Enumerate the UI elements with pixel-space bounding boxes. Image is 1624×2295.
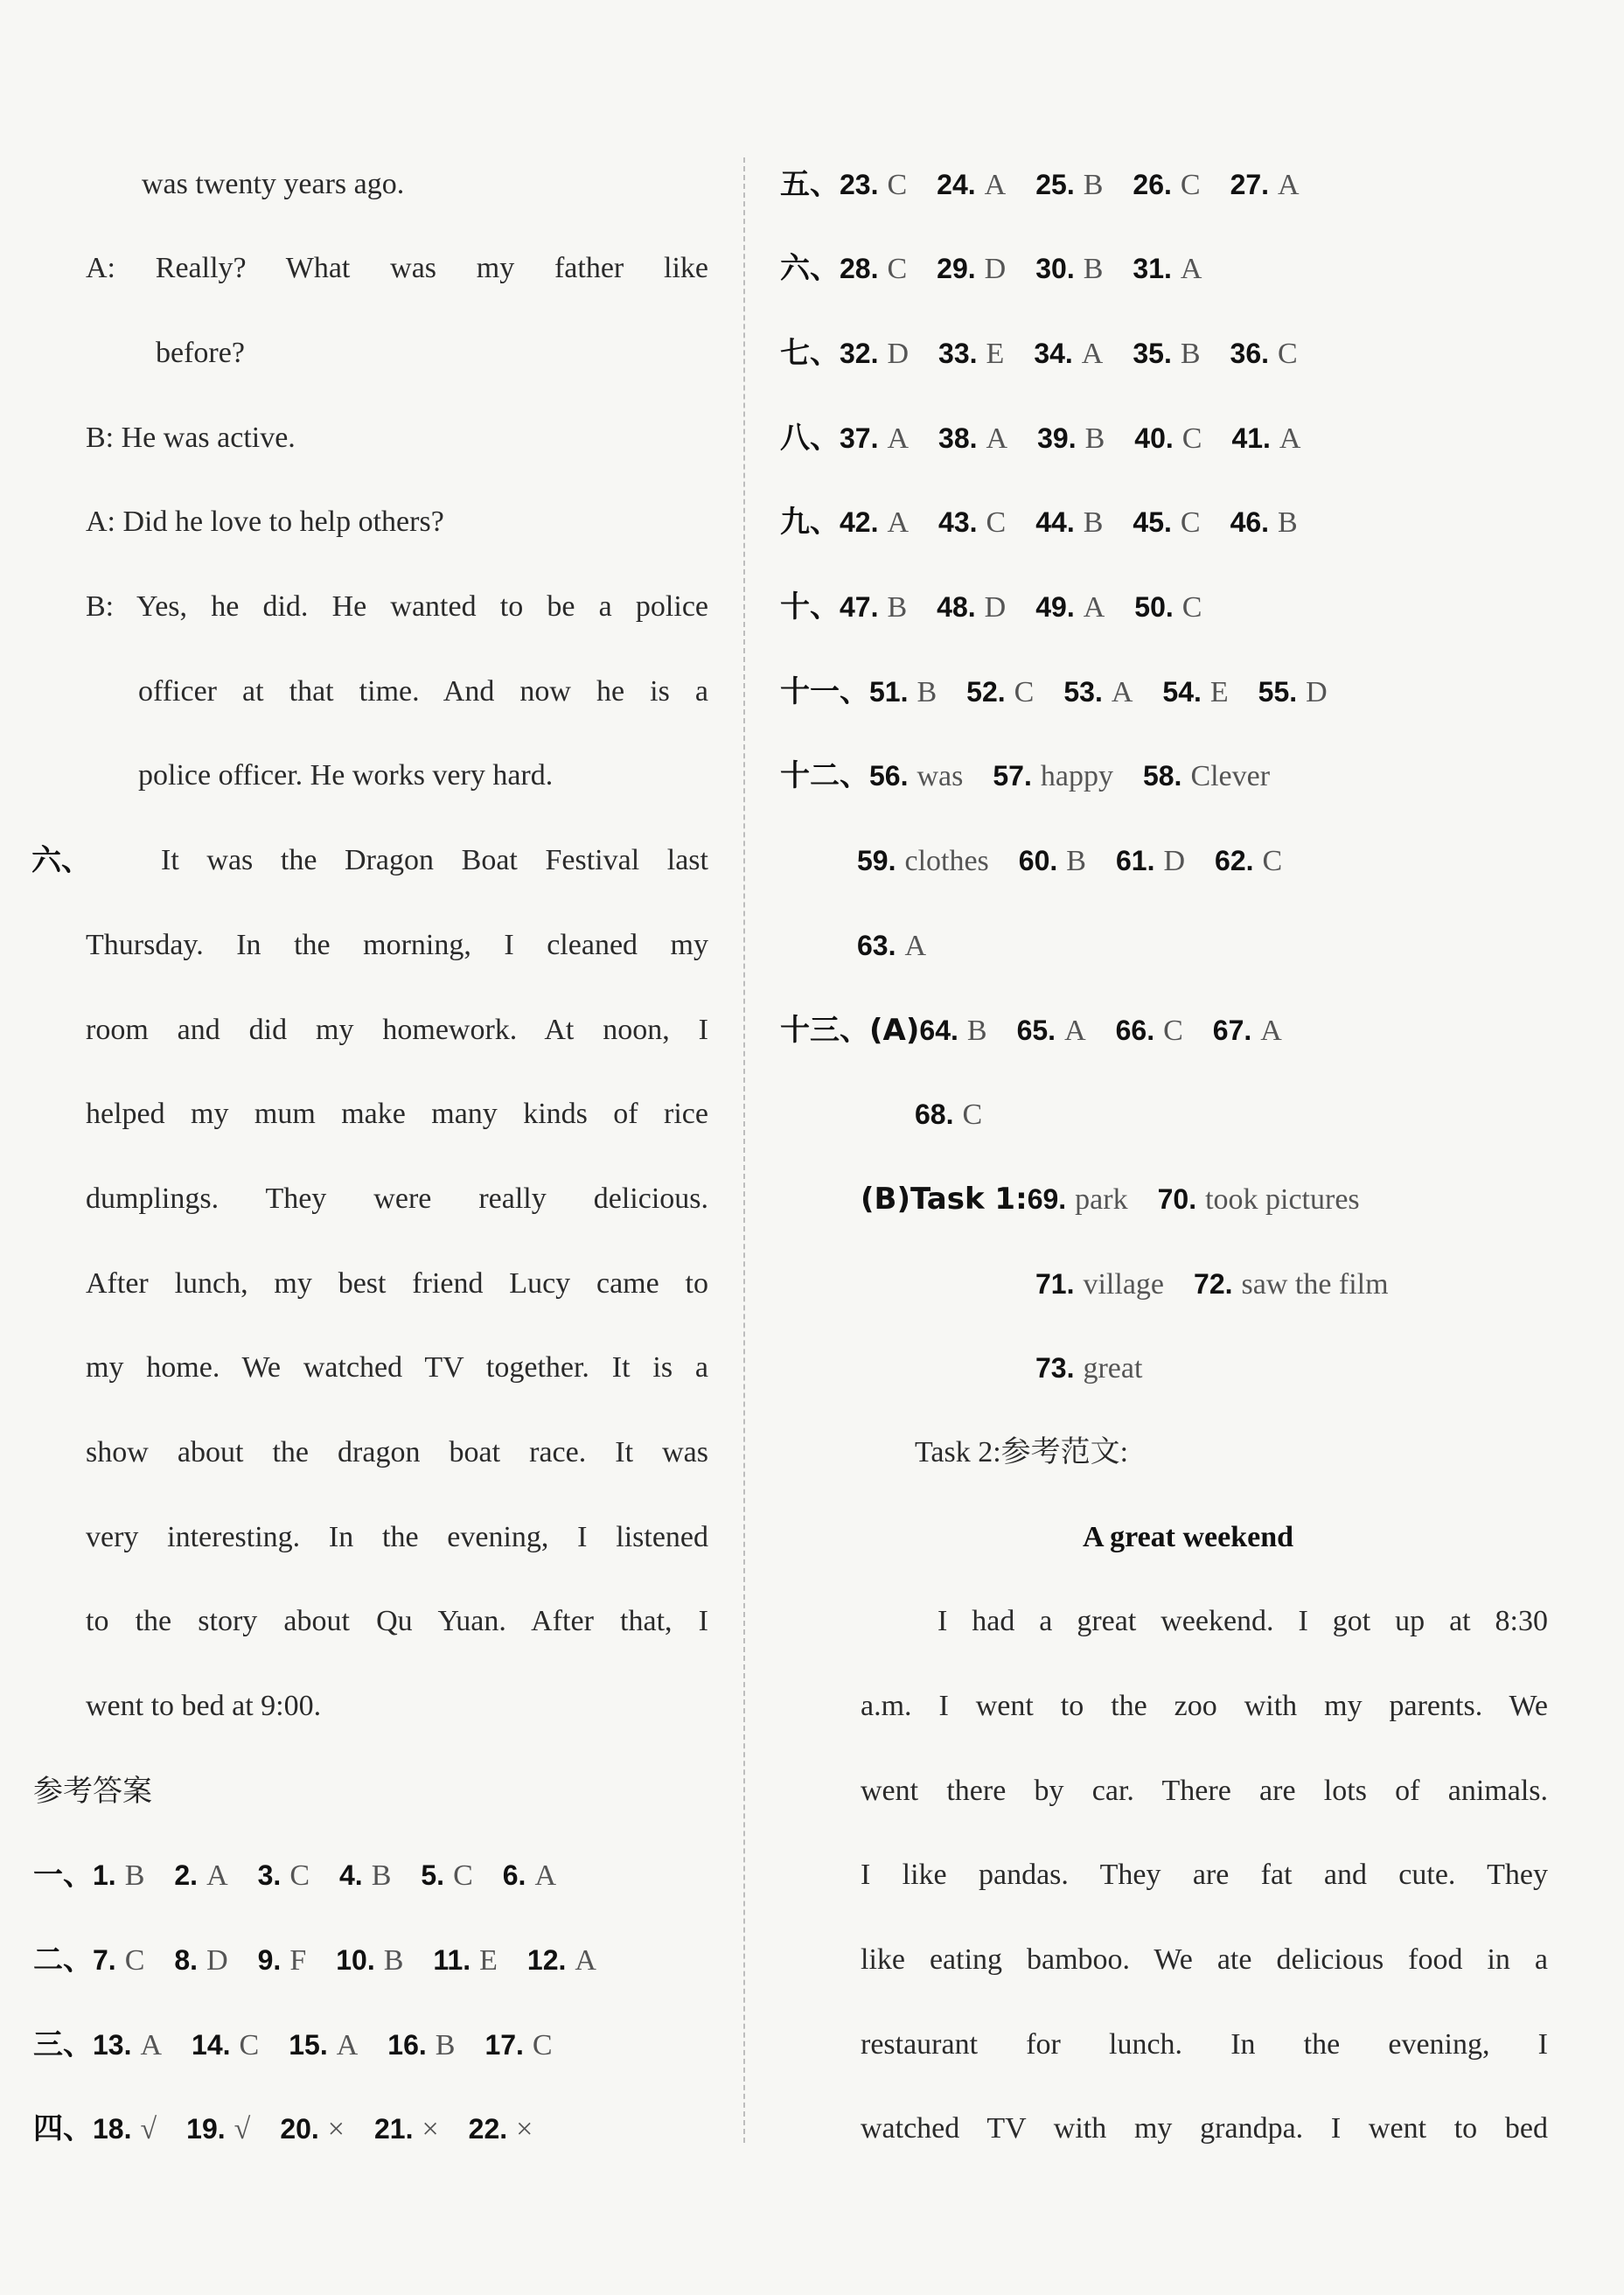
answer-value: park [1075, 1183, 1128, 1216]
answer-item [1158, 1179, 1390, 1220]
answer-item [258, 1940, 337, 1981]
question-number: 72. [1194, 1268, 1233, 1300]
answer-item [1034, 333, 1133, 374]
answer-value: A [887, 506, 910, 539]
answer-value: A [336, 2029, 359, 2061]
question-number: 14. [192, 2029, 231, 2061]
answer-value: great [1083, 1352, 1143, 1385]
answer-item [1133, 248, 1231, 289]
answer-value: C [1180, 506, 1201, 539]
answer-value: C [887, 253, 908, 285]
answer-value: √ [140, 2113, 157, 2145]
question-number: 25. [1035, 169, 1075, 200]
question-number: 5. [421, 1859, 445, 1891]
question-number: 1. [93, 1859, 116, 1891]
question-number: 22. [468, 2113, 508, 2145]
answer-item [93, 1940, 174, 1981]
answer-value: × [422, 2113, 439, 2145]
question-number: 48. [937, 591, 976, 623]
section-label: 六、 [780, 251, 840, 286]
question-number: 27. [1230, 169, 1270, 200]
essay-line: went there by car. There are lots of animals. [861, 1775, 1548, 1807]
dialogue-line: A: Really? What was my father like [86, 252, 708, 284]
answer-value: A [140, 2029, 163, 2061]
answer-value: E [1209, 676, 1229, 708]
section-label: (B)Task 1: [861, 1182, 1028, 1217]
answer-item [915, 1094, 1012, 1135]
question-number: 65. [1016, 1015, 1056, 1046]
question-number: 56. [869, 760, 909, 792]
task2-label: Task 2:参考范文: [915, 1436, 1129, 1468]
answer-item [1230, 164, 1329, 206]
answer-value: village [1083, 1268, 1165, 1301]
passage-line: show about the dragon boat race. It was [86, 1436, 708, 1468]
essay-line: like eating bamboo. We ate delicious food in a [861, 1943, 1548, 1976]
section-label: 一、 [33, 1858, 93, 1893]
passage-line: helped my mum make many kinds of rice [86, 1098, 708, 1130]
answer-row [780, 672, 1357, 713]
answer-value: B [383, 1944, 404, 1977]
answer-row [780, 248, 1231, 289]
passage-line: After lunch, my best friend Lucy came to [86, 1267, 708, 1300]
answer-item [93, 2109, 186, 2150]
answer-row [1035, 1264, 1418, 1305]
question-number: 55. [1258, 676, 1298, 708]
answer-item [840, 587, 937, 628]
question-number: 11. [433, 1944, 471, 1976]
question-number: 16. [387, 2029, 427, 2061]
answer-value: B [887, 591, 908, 624]
answer-item [289, 2025, 387, 2066]
dialogue-line: B: He was active. [86, 422, 296, 454]
answer-value: A [1180, 253, 1202, 285]
section-label: 十二、 [780, 758, 869, 793]
answer-value: was [917, 760, 964, 792]
answer-value: A [1083, 591, 1105, 624]
answer-row [1035, 1348, 1172, 1389]
answer-value: C [887, 169, 908, 201]
answer-value: C [962, 1099, 983, 1131]
section-6-label: 六、 [31, 843, 91, 878]
answer-value: B [435, 2029, 456, 2061]
answer-item [840, 502, 938, 543]
answer-row [780, 333, 1328, 374]
answer-value: A [1279, 422, 1301, 455]
dialogue-line: B: Yes, he did. He wanted to be a police [86, 590, 708, 623]
answer-value: C [1278, 338, 1298, 370]
section-label: 二、 [33, 1943, 93, 1978]
answer-item [1035, 502, 1133, 543]
answer-item [339, 1855, 421, 1896]
essay-title: A great weekend [1082, 1521, 1294, 1553]
essay-line: restaurant for lunch. In the evening, I [861, 2028, 1548, 2061]
answer-row [33, 1940, 626, 1981]
answer-value: A [1064, 1015, 1086, 1047]
answer-value: A [904, 930, 927, 962]
answer-item [336, 1940, 433, 1981]
section-label: 七、 [780, 336, 840, 371]
essay-line: a.m. I went to the zoo with my parents. We [861, 1690, 1548, 1722]
question-number: 57. [993, 760, 1032, 792]
answer-row [857, 841, 1312, 882]
dialogue-line: before? [156, 337, 245, 369]
answer-item [1230, 333, 1328, 374]
answer-value: C [289, 1859, 310, 1892]
question-number: 73. [1035, 1352, 1075, 1384]
answer-item [374, 2109, 469, 2150]
question-number: 54. [1162, 676, 1202, 708]
answer-value: C [239, 2029, 260, 2061]
question-number: 71. [1035, 1268, 1075, 1300]
answer-item [840, 418, 938, 459]
dialogue-line: police officer. He works very hard. [138, 759, 554, 792]
answer-row [780, 164, 1329, 206]
answer-item [258, 1855, 339, 1896]
question-number: 70. [1157, 1183, 1197, 1215]
answer-value: C [1180, 169, 1201, 201]
answer-item [1133, 333, 1230, 374]
answer-value: A [534, 1859, 556, 1892]
question-number: 52. [966, 676, 1006, 708]
passage-line: room and did my homework. At noon, I [86, 1014, 708, 1046]
answer-item [869, 672, 966, 713]
question-number: 19. [186, 2113, 226, 2145]
answer-item [1028, 1179, 1158, 1220]
answer-row [33, 2109, 562, 2150]
question-number: 47. [840, 591, 879, 623]
answer-item [1134, 587, 1231, 628]
answer-value: saw the film [1241, 1268, 1389, 1301]
question-number: 44. [1035, 506, 1075, 538]
dialogue-line: A: Did he love to help others? [86, 506, 444, 538]
answer-value: A [887, 422, 910, 455]
question-number: 8. [174, 1944, 199, 1976]
answer-row [33, 2025, 582, 2066]
question-number: 66. [1115, 1015, 1155, 1046]
question-number: 45. [1133, 506, 1172, 538]
section-label: 十一、 [780, 674, 869, 709]
question-number: 39. [1037, 422, 1077, 454]
answer-item [1258, 672, 1357, 713]
answer-value: C [532, 2029, 553, 2061]
answer-value: A [1081, 338, 1104, 370]
answer-value: B [1180, 338, 1201, 370]
answer-row [780, 418, 1330, 459]
question-number: 32. [840, 338, 879, 369]
answer-item [186, 2109, 280, 2150]
answer-value: √ [233, 2113, 251, 2145]
column-divider [743, 157, 745, 2143]
question-number: 7. [93, 1944, 116, 1976]
question-number: 59. [857, 845, 896, 876]
answer-value: D [1306, 676, 1328, 708]
question-number: 62. [1215, 845, 1254, 876]
answer-row [780, 1010, 1312, 1051]
answer-value: D [984, 253, 1007, 285]
answer-value: B [1083, 253, 1104, 285]
question-number: 17. [484, 2029, 524, 2061]
answer-value: B [1066, 845, 1086, 877]
question-number: 30. [1035, 253, 1075, 284]
answer-item [1133, 164, 1230, 206]
answer-item [174, 1940, 257, 1981]
answer-row [780, 502, 1328, 543]
answer-item [1019, 841, 1116, 882]
section-label: 五、 [780, 167, 840, 202]
answer-value: × [327, 2113, 345, 2145]
passage-line: my home. We watched TV together. It is a [86, 1351, 708, 1384]
question-number: 35. [1133, 338, 1172, 369]
question-number: 26. [1133, 169, 1172, 200]
question-number: 23. [840, 169, 879, 200]
answer-value: A [986, 422, 1008, 455]
question-number: 60. [1018, 845, 1058, 876]
answer-value: C [986, 506, 1007, 539]
passage-line: Thursday. In the morning, I cleaned my [86, 929, 708, 961]
answer-item [937, 587, 1035, 628]
answer-value: A [206, 1859, 228, 1892]
answer-value: A [1111, 676, 1133, 708]
question-number: 61. [1115, 845, 1155, 876]
answer-item [1035, 1348, 1172, 1389]
question-number: 42. [840, 506, 879, 538]
answer-value: took pictures [1205, 1183, 1360, 1216]
answer-item [1133, 502, 1230, 543]
question-number: 67. [1212, 1015, 1252, 1046]
answer-item [840, 164, 937, 206]
passage-line: very interesting. In the evening, I listened [86, 1521, 708, 1553]
answer-item [484, 2025, 582, 2066]
answer-item [93, 2025, 192, 2066]
answer-row [780, 756, 1300, 797]
answer-item [1037, 418, 1134, 459]
answer-value: A [575, 1944, 596, 1977]
question-number: 31. [1133, 253, 1172, 284]
section-label: 九、 [780, 505, 840, 540]
question-number: 15. [289, 2029, 328, 2061]
answer-item [857, 841, 1019, 882]
answer-value: A [1278, 169, 1300, 201]
question-number: 68. [915, 1099, 954, 1130]
question-number: 21. [373, 2113, 414, 2145]
answer-value: A [1260, 1015, 1282, 1047]
answer-item [1134, 418, 1231, 459]
answer-item [387, 2025, 484, 2066]
answer-row [780, 587, 1231, 628]
answer-item [919, 1010, 1016, 1051]
answer-value: F [289, 1944, 307, 1977]
question-number: 58. [1142, 760, 1182, 792]
question-number: 4. [339, 1859, 363, 1891]
answer-item [503, 1855, 586, 1896]
question-number: 43. [938, 506, 978, 538]
answer-item [1230, 502, 1328, 543]
question-number: 50. [1134, 591, 1174, 623]
answer-item [192, 2025, 289, 2066]
answer-value: B [966, 1015, 987, 1047]
question-number: 49. [1035, 591, 1075, 623]
question-number: 38. [938, 422, 978, 454]
answer-value: A [984, 169, 1007, 201]
question-number: 63. [857, 930, 896, 961]
answer-item [857, 925, 956, 966]
answer-value: B [917, 676, 937, 708]
answer-item [840, 248, 937, 289]
answer-item [1162, 672, 1258, 713]
question-number: 28. [840, 253, 879, 284]
question-number: 69. [1027, 1183, 1067, 1215]
question-number: 40. [1134, 422, 1174, 454]
question-number: 3. [257, 1859, 282, 1891]
answer-value: B [1083, 169, 1104, 201]
question-number: 12. [526, 1944, 567, 1976]
answer-item [938, 418, 1037, 459]
answer-value: C [1262, 845, 1283, 877]
answer-value: B [124, 1859, 145, 1892]
answer-value: B [1278, 506, 1298, 539]
section-label: 八、 [780, 421, 840, 456]
answer-item [993, 756, 1143, 797]
question-number: 33. [938, 338, 978, 369]
answer-item [1063, 672, 1162, 713]
question-number: 64. [919, 1015, 958, 1046]
answer-item [1035, 164, 1133, 206]
answer-value: happy [1040, 760, 1113, 792]
question-number: 41. [1231, 422, 1271, 454]
answers-heading: 参考答案 [33, 1774, 152, 1809]
answer-item [1215, 841, 1312, 882]
answer-item [937, 164, 1035, 206]
essay-line: I like pandas. They are fat and cute. They [861, 1859, 1548, 1891]
answer-item [1017, 1010, 1116, 1051]
answer-value: B [371, 1859, 392, 1892]
answer-item [1194, 1264, 1418, 1305]
dialogue-line: officer at that time. And now he is a [138, 675, 708, 708]
question-number: 36. [1230, 338, 1270, 369]
question-number: 34. [1034, 338, 1073, 369]
answer-value: D [206, 1944, 228, 1977]
answer-item [938, 502, 1035, 543]
answer-value: D [887, 338, 910, 370]
section-label: 四、 [33, 2111, 93, 2146]
passage-line: dumplings. They were really delicious. [86, 1182, 708, 1215]
answer-item [966, 672, 1063, 713]
passage-line: to the story about Qu Yuan. After that, I [86, 1605, 708, 1637]
answer-row [861, 1179, 1390, 1220]
dialogue-line: was twenty years ago. [142, 168, 405, 200]
question-number: 20. [280, 2113, 319, 2145]
answer-value: C [453, 1859, 473, 1892]
answer-value: D [1163, 845, 1186, 877]
answer-item [527, 1940, 626, 1981]
answer-item [93, 1855, 174, 1896]
question-number: 13. [93, 2029, 132, 2061]
answer-value: C [1014, 676, 1035, 708]
passage-line: went to bed at 9:00. [86, 1690, 322, 1722]
answer-value: D [984, 591, 1007, 624]
answer-item [869, 756, 993, 797]
answer-value: × [516, 2113, 533, 2145]
answer-item [1035, 248, 1133, 289]
answer-item [1231, 418, 1330, 459]
question-number: 6. [502, 1859, 526, 1891]
question-number: 10. [336, 1944, 375, 1976]
question-number: 29. [937, 253, 976, 284]
question-number: 9. [257, 1944, 282, 1976]
answer-value: clothes [904, 845, 989, 877]
answer-value: B [1084, 422, 1105, 455]
answer-value: E [986, 338, 1005, 370]
question-number: 18. [93, 2113, 132, 2145]
question-number: 53. [1063, 676, 1103, 708]
question-number: 24. [937, 169, 976, 200]
answer-item [421, 1855, 502, 1896]
section-label: 十、 [780, 589, 840, 624]
answer-item [937, 248, 1035, 289]
answer-item [1143, 756, 1300, 797]
answer-row [915, 1094, 1012, 1135]
essay-line: watched TV with my grandpa. I went to bed [861, 2112, 1548, 2145]
answer-value: C [124, 1944, 145, 1977]
answer-value: C [1181, 591, 1202, 624]
answer-value: E [479, 1944, 498, 1977]
answer-value: C [1163, 1015, 1183, 1047]
answer-item [1035, 587, 1134, 628]
question-number: 46. [1230, 506, 1270, 538]
answer-item [840, 333, 938, 374]
answer-value: C [1181, 422, 1202, 455]
question-number: 51. [869, 676, 909, 708]
answer-item [1116, 841, 1215, 882]
section-label: 三、 [33, 2027, 93, 2062]
passage-line: It was the Dragon Boat Festival last [161, 844, 708, 876]
question-number: 37. [840, 422, 879, 454]
answer-item [938, 333, 1034, 374]
answer-item [280, 2109, 374, 2150]
essay-line: I had a great weekend. I got up at 8:30 [937, 1605, 1548, 1637]
answer-item [433, 1940, 527, 1981]
answer-item [469, 2109, 563, 2150]
answer-row [857, 925, 956, 966]
answer-item [1035, 1264, 1194, 1305]
answer-value: B [1083, 506, 1104, 539]
answer-value: Clever [1190, 760, 1271, 792]
answer-item [1116, 1010, 1213, 1051]
answer-row [33, 1855, 586, 1896]
answer-item [1213, 1010, 1312, 1051]
section-label: 十三、(A) [780, 1013, 920, 1048]
question-number: 2. [174, 1859, 199, 1891]
answer-item [174, 1855, 257, 1896]
